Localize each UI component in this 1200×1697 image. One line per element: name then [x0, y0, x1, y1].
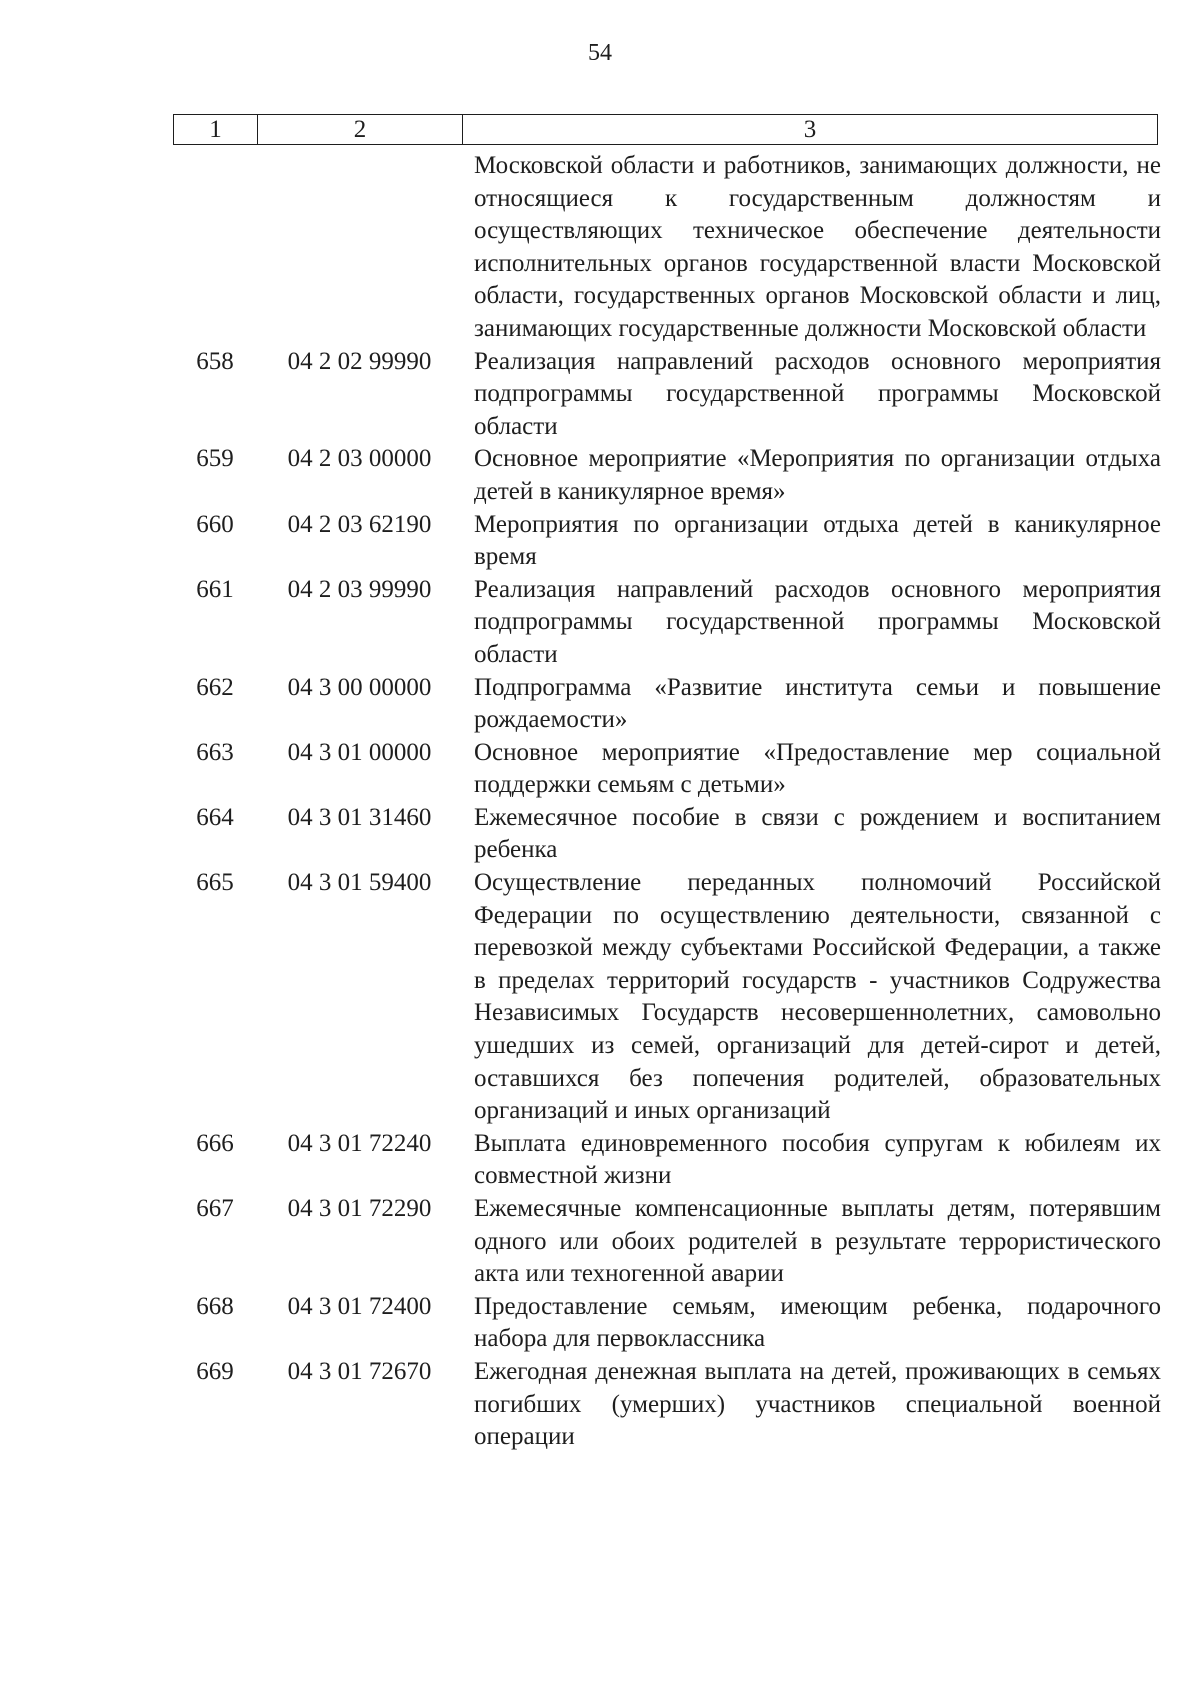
- row-code: 04 2 03 00000: [287, 445, 432, 473]
- row-code: 04 3 01 72290: [287, 1195, 432, 1222]
- row-description: Осуществление переданных полномочий Российской Федерации по осуществлению деятельности, связанной с перевозкой между субъектами Российской Федерации, а также в пределах территорий государств - участников Содружества Независимых Государств несовершеннолетних, самовольно ушедших из семей, организаций для детей-сирот и детей, оставшихся без попечения родителей, образовательных организаций и иных организаций: [474, 869, 1161, 1125]
- table-row: [173, 574, 1163, 672]
- row-number: 663: [196, 738, 234, 766]
- table-row: [173, 1356, 1163, 1454]
- table-header-col-2: 2: [258, 115, 463, 144]
- table-body: [173, 150, 1163, 1454]
- row-number: 667: [196, 1195, 234, 1222]
- row-number: [173, 150, 257, 346]
- table-row: [173, 509, 1163, 574]
- table-row: [173, 1128, 1163, 1193]
- row-number: 669: [196, 1357, 234, 1385]
- row-code: 04 3 01 31460: [287, 803, 432, 831]
- table-header-col-1: 1: [174, 115, 258, 144]
- row-code: 04 2 03 62190: [287, 510, 432, 538]
- row-description: Подпрограмма «Развитие института семьи и повышение рождаемости»: [474, 673, 1161, 734]
- row-description: Реализация направлений расходов основного мероприятия подпрограммы государственной программы Московской области: [474, 575, 1161, 668]
- row-code: 04 3 01 72670: [287, 1357, 432, 1385]
- table-row: [173, 1193, 1163, 1291]
- table-row: [173, 672, 1163, 737]
- table-row: [173, 150, 1163, 346]
- table-row: [173, 867, 1163, 1128]
- table-row: [173, 1291, 1163, 1356]
- row-number: 658: [196, 347, 234, 375]
- row-number: 660: [196, 510, 234, 538]
- table-row: [173, 346, 1163, 444]
- row-code: [257, 150, 462, 346]
- table-row: [173, 443, 1163, 508]
- row-number: 662: [196, 673, 234, 701]
- row-code: 04 2 03 99990: [287, 575, 432, 603]
- row-number: 666: [196, 1129, 234, 1157]
- row-description: Ежегодная денежная выплата на детей, проживающих в семьях погибших (умерших) участников специальной военной операции: [474, 1357, 1161, 1451]
- table-row: [173, 802, 1163, 867]
- row-description: Ежемесячное пособие в связи с рождением и воспитанием ребенка: [474, 803, 1161, 864]
- row-code: 04 3 01 59400: [287, 869, 432, 897]
- row-code: 04 3 01 72240: [287, 1129, 432, 1157]
- row-number: 659: [196, 445, 234, 473]
- row-number: 668: [196, 1292, 234, 1320]
- row-code: 04 3 01 72400: [287, 1292, 432, 1320]
- row-description: Реализация направлений расходов основного мероприятия подпрограммы государственной программы Московской области: [474, 347, 1161, 440]
- row-number: 661: [196, 575, 234, 603]
- row-description: Основное мероприятие «Предоставление мер социальной поддержки семьям с детьми»: [474, 738, 1161, 799]
- row-number: 664: [196, 803, 234, 831]
- row-description: Мероприятия по организации отдыха детей в каникулярное время: [474, 510, 1161, 571]
- row-number: 665: [196, 869, 234, 897]
- row-description: Основное мероприятие «Мероприятия по организации отдыха детей в каникулярное время»: [474, 445, 1161, 505]
- row-description: Предоставление семьям, имеющим ребенка, подарочного набора для первоклассника: [474, 1292, 1161, 1353]
- row-description: Ежемесячные компенсационные выплаты детям, потерявшим одного или обоих родителей в результате террористического акта или техногенной аварии: [474, 1195, 1161, 1288]
- row-code: 04 2 02 99990: [287, 347, 432, 375]
- page-number: 54: [588, 40, 612, 66]
- table-row: [173, 737, 1163, 802]
- row-description: Выплата единовременного пособия супругам к юбилеям их совместной жизни: [474, 1129, 1161, 1190]
- row-code: 04 3 01 00000: [287, 738, 432, 766]
- row-description: Московской области и работников, занимающих должности, не относящиеся к государственным должностям и осуществляющих техническое обеспечение деятельности исполнительных органов государственной власти Московской области, государственных органов Московской области и лиц, занимающих государственные должности Московской области: [474, 152, 1161, 342]
- row-code: 04 3 00 00000: [287, 673, 432, 701]
- table-header-col-3: 3: [803, 115, 817, 143]
- table-header: [173, 114, 1158, 145]
